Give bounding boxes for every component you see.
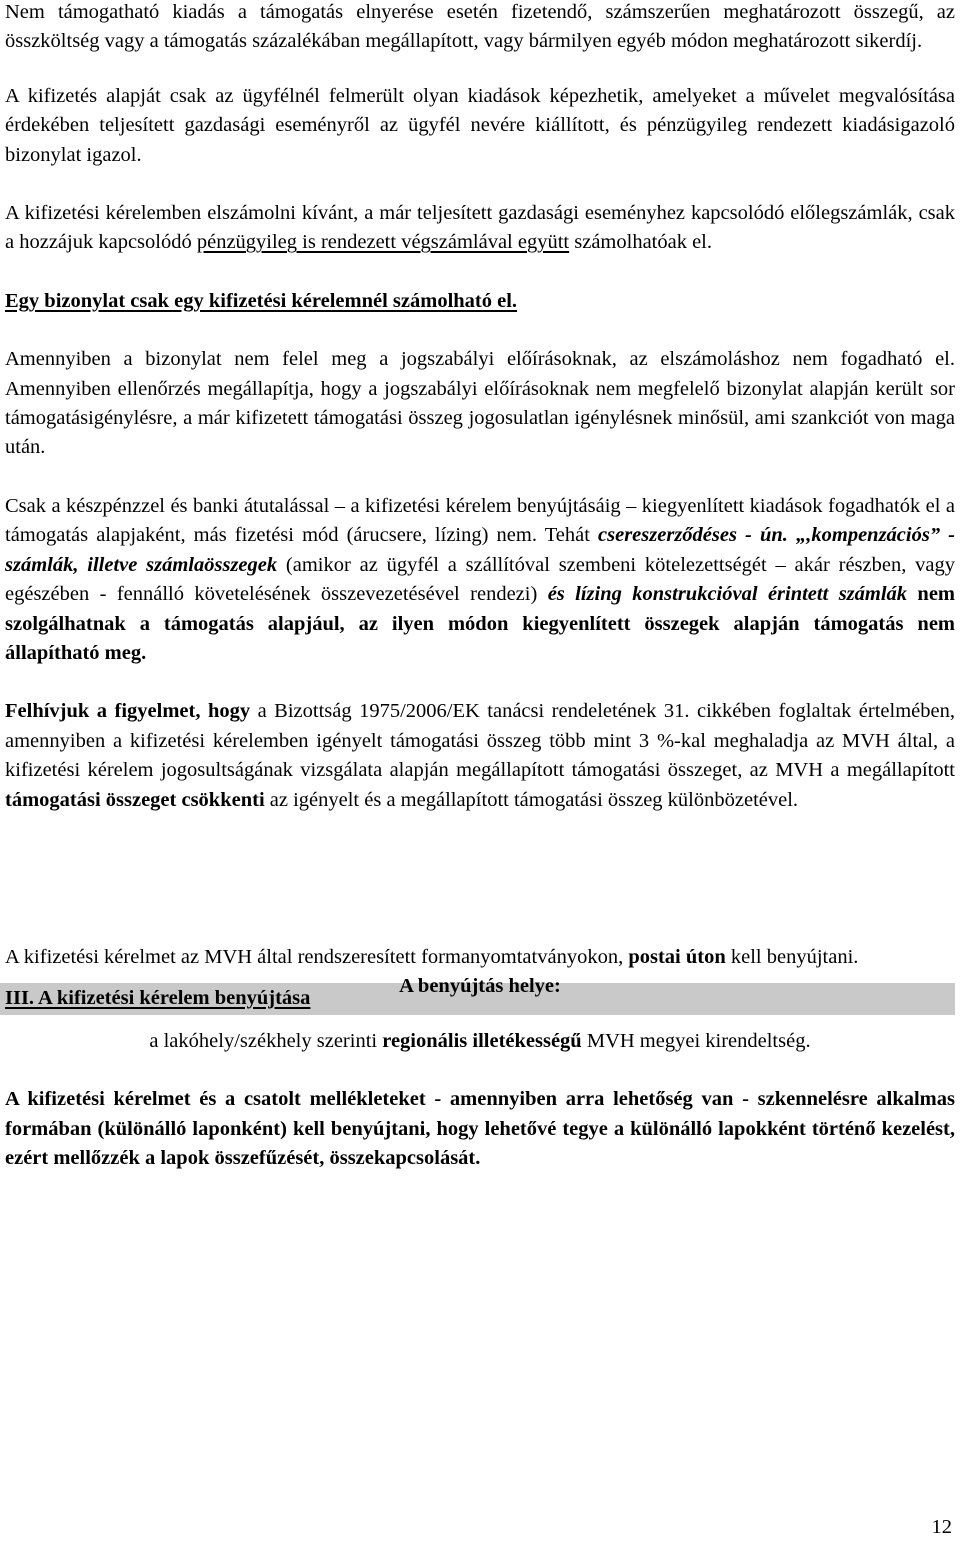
p9-bold: regionális illetékességű — [382, 1029, 582, 1052]
p6-bold-end: nem szolgálhatnak a támogatás alapjául, az ilyen módon kiegyenlített összegek alapján támogatás nem állapítható meg. — [5, 583, 956, 664]
paragraph-3 — [5, 199, 955, 258]
p4-bold-underlined: Egy bizonylat csak egy kifizetési kérelemnél számolható el. — [5, 289, 518, 312]
p7-text-b: a Bizottság 1975/2006/EK tanácsi rendeletének 31. cikkében foglaltak értelmében, amennyiben a kifizetési kérelemben igényelt támogatási összeg több mint 3 %-kal meghaladja az MVH által, a kifizetési kérelem jogosultságának vizsgálata alapján megállapított támogatási összeget, az MVH a megállapított — [5, 700, 955, 782]
document-page — [5, 0, 955, 1173]
place-heading: A benyújtás helye: — [399, 975, 561, 998]
paragraph-9 — [5, 1027, 955, 1056]
paragraph-1: Nem támogatható kiadás a támogatás elnyerése esetén fizetendő, számszerűen meghatározott összegű, az összköltség vagy a támogatás százalékában megállapított, vagy bármilyen egyéb módon meghatározott sikerdíj. — [5, 1, 955, 53]
paragraph-4 — [5, 287, 955, 316]
paragraph-8 — [5, 943, 955, 972]
p8-text-c: kell benyújtani. — [725, 945, 859, 968]
paragraph-2: A kifizetés alapját csak az ügyfélnél felmerült olyan kiadások képezhetik, amelyeket a művelet megvalósítása érdekében teljesített gazdasági eseményről az ügyfél nevére kiállított, és pénzügyileg rendezett kiadásigazoló bizonylat igazol. — [5, 84, 955, 166]
p6-bold-italic-1: csereszerződéses - ún. „,kompenzációs” - számlák, illetve számlaösszegek — [5, 524, 955, 576]
paragraph-7 — [5, 697, 955, 815]
p10-bold: A kifizetési kérelmet és a csatolt mellékleteket - amennyiben arra lehetőség van - szkennelésre alkalmas formában (különálló laponként) kell benyújtani, hogy lehetővé tegye a különálló lapokként történő kezelést, ezért mellőzzék a lapok összefűzését, összekapcsolását. — [5, 1088, 955, 1169]
p6-bold-italic-2: és lízing konstrukcióval érintett számlák — [547, 583, 908, 606]
p7-bold-lead: Felhívjuk a figyelmet, hogy — [5, 700, 251, 723]
place-heading-line — [5, 972, 955, 1001]
p6-text-a: Csak a készpénzzel és banki átutalással – a kifizetési kérelem benyújtásáig – kiegyenlített kiadások fogadhatók el a támogatás alapjaként, más fizetési mód (árucsere, lízing) nem. Tehát — [5, 494, 955, 547]
section-heading: III. A kifizetési kérelem benyújtása — [5, 987, 311, 1009]
p8-text-a: A kifizetési kérelmet az MVH által rendszeresített formanyomtatványokon, — [5, 945, 629, 968]
p8-bold: postai úton — [628, 945, 726, 968]
p3-underlined: pénzügyileg is rendezett végszámlával együtt — [196, 231, 570, 254]
p3-text-c: számolhatóak el. — [569, 231, 713, 254]
p7-bold-mid: támogatási összeget csökkenti — [5, 788, 265, 811]
paragraph-5: Amennyiben a bizonylat nem felel meg a jogszabályi előírásoknak, az elszámoláshoz nem fogadható el. Amennyiben ellenőrzés megállapítja, hogy a jogszabályi előírásoknak nem megfelelő bizonylat alapján került sor támogatásigénylésre, a már kifizetett támogatási összeg jogosulatlan igénylésnek minősül, ami szankciót von maga után. — [5, 348, 955, 459]
p6-text-c: (amikor az ügyfél a szállítóval szembeni kötelezettségét – akár részben, vagy egészében - fennálló követelésének összevezetésével rendezi) — [5, 553, 955, 606]
paragraph-6 — [5, 492, 955, 668]
p9-text-a: a lakóhely/székhely szerinti — [149, 1029, 383, 1052]
p3-text-a: A kifizetési kérelemben elszámolni kívánt, a már teljesített gazdasági eseményhez kapcsolódó előlegszámlák, csak a hozzájuk kapcsolódó — [5, 202, 955, 254]
paragraph-10 — [5, 1085, 955, 1173]
p9-text-c: MVH megyei kirendeltség. — [581, 1029, 811, 1052]
p7-text-d: az igényelt és a megállapított támogatási összeg különbözetével. — [264, 788, 799, 811]
page-number: 12 — [931, 1516, 952, 1538]
